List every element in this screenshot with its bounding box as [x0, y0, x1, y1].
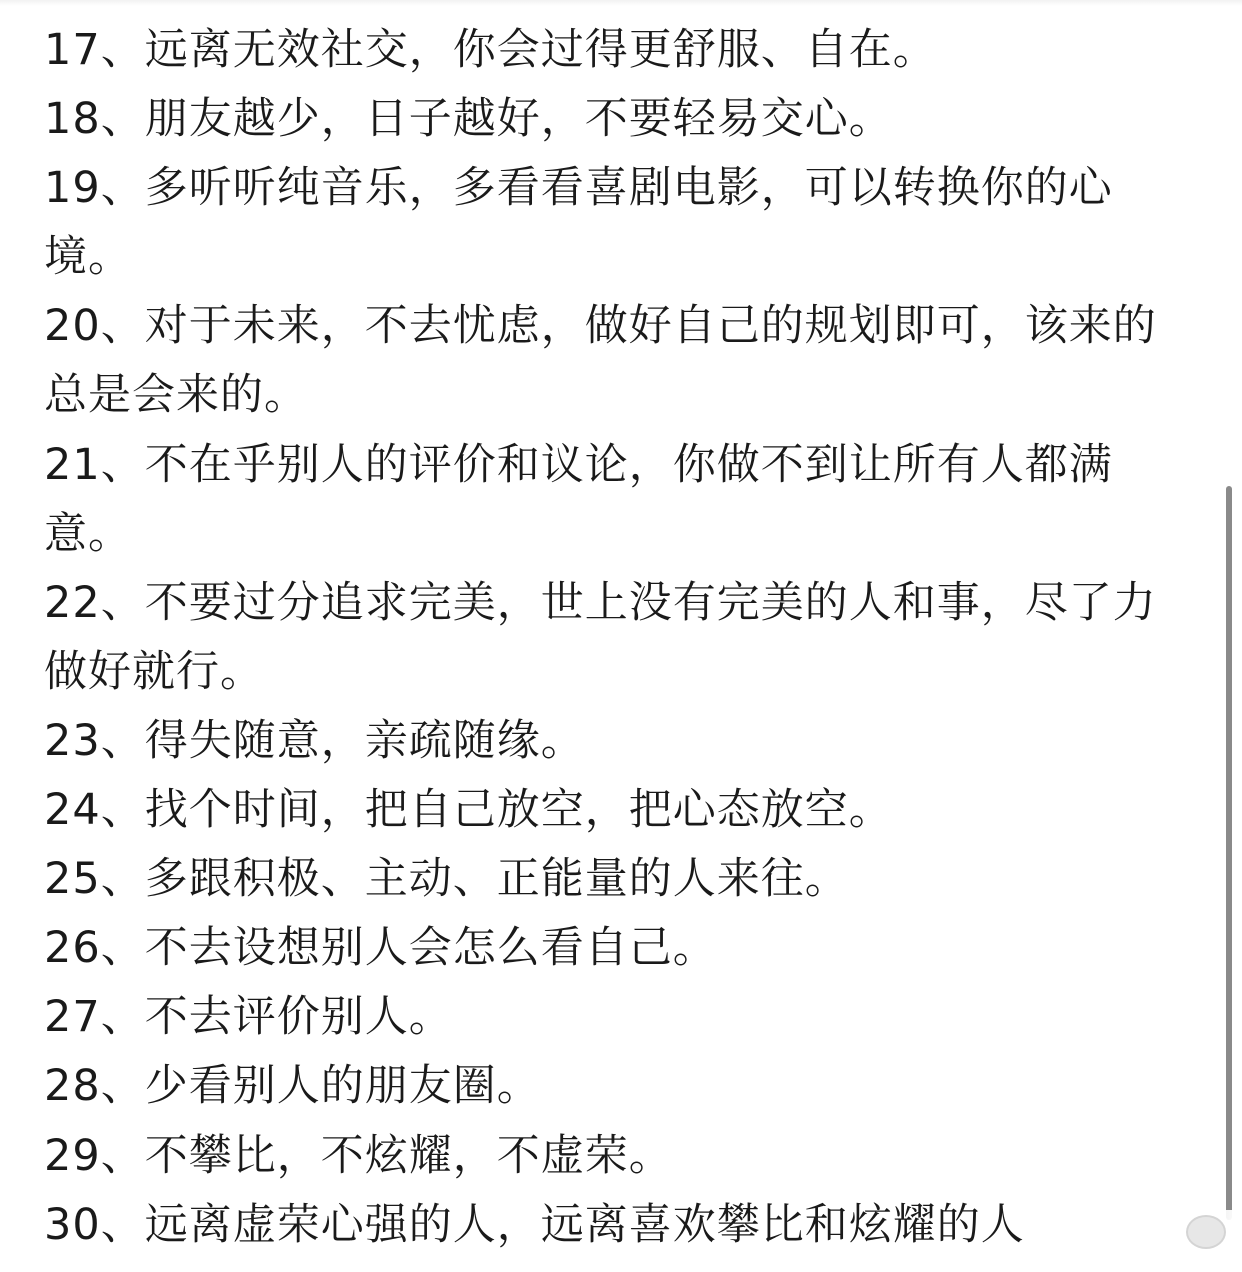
list-item: 19、多听听纯音乐，多看看喜剧电影，可以转换你的心境。	[44, 163, 1113, 283]
list-item: 17、远离无效社交，你会过得更舒服、自在。	[44, 25, 937, 75]
list-item: 30、远离虚荣心强的人，远离喜欢攀比和炫耀的人	[44, 1199, 1025, 1250]
list-item: 22、不要过分追求完美，世上没有完美的人和事，尽了力做好就行。	[44, 577, 1157, 697]
weibo-logo-icon	[1186, 1215, 1226, 1249]
list-item: 25、多跟积极、主动、正能量的人来往。	[44, 854, 849, 905]
list-item: 28、少看别人的朋友圈。	[44, 1061, 541, 1112]
vertical-scrollbar[interactable]	[1226, 486, 1232, 1220]
list-item: 23、得失随意，亲疏随缘。	[44, 715, 585, 766]
list-item: 24、找个时间，把自己放空，把心态放空。	[44, 785, 893, 836]
note-list	[44, 16, 1194, 1260]
list-item: 18、朋友越少，日子越好，不要轻易交心。	[44, 94, 893, 145]
list-item: 26、不去设想别人会怎么看自己。	[44, 923, 717, 974]
list-item: 27、不去评价别人。	[44, 992, 453, 1043]
top-edge	[0, 0, 1242, 6]
watermark	[1180, 1210, 1232, 1254]
list-item: 20、对于未来，不去忧虑，做好自己的规划即可，该来的总是会来的。	[44, 301, 1157, 421]
list-item: 21、不在乎别人的评价和议论，你做不到让所有人都满意。	[44, 439, 1113, 559]
list-item: 29、不攀比，不炫耀，不虚荣。	[44, 1130, 673, 1181]
